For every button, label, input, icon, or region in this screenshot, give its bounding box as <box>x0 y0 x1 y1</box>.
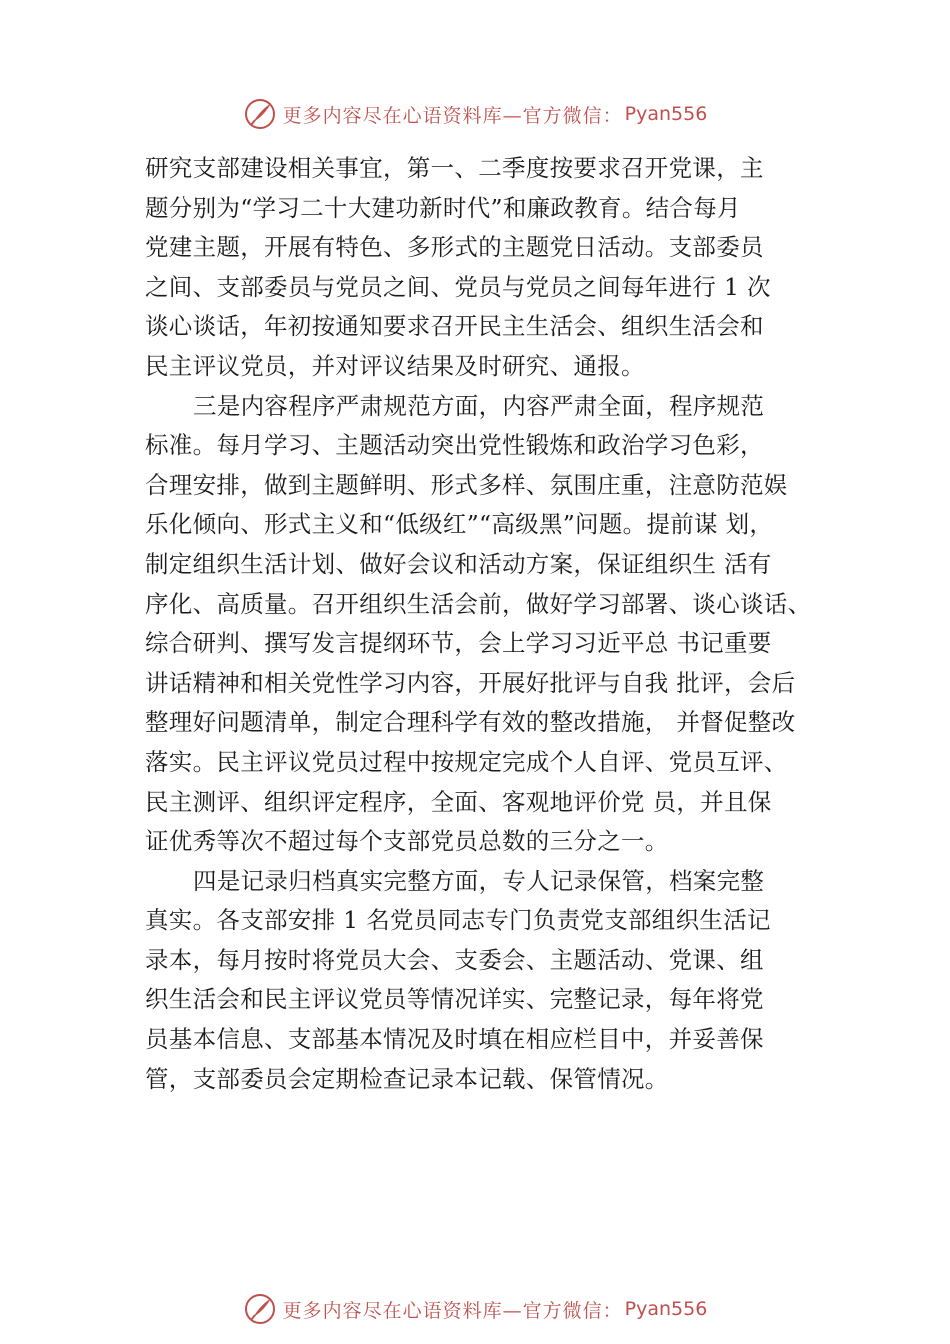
text-line: 合理安排，做到主题鲜明、形式多样、氛围庄重，注意防范娱 <box>145 470 788 499</box>
text-line: 民主测评、组织评定程序，全面、客观地评价党 员，并且保 <box>145 787 772 816</box>
text-line: 研究支部建设相关事宜，第一、二季度按要求召开党课，主 <box>145 154 764 182</box>
text-line: 题分别为“学习二十大建功新时代”和廉政教育。结合每月 <box>145 193 741 222</box>
text-line: 标准。每月学习、主题活动突出党性锻炼和政治学习色彩， <box>145 431 764 460</box>
text-line: 真实。各支部安排 1 名党员同志专门负责党支部组织生活记 <box>145 906 771 935</box>
text-line: 党建主题，开展有特色、多形式的主题党日活动。支部委员 <box>145 233 764 262</box>
paragraph <box>145 862 835 1100</box>
text-line: 讲话精神和相关党性学习内容，开展好批评与自我 批评，会后 <box>145 668 796 697</box>
text-line: 民主评议党员，并对评议结果及时研究、通报。 <box>145 351 645 380</box>
text-line: 整理好问题清单，制定合理科学有效的整改措施， 并督促整改 <box>145 708 796 737</box>
text-line: 之间、支部委员与党员之间、党员与党员之间每年进行 1 次 <box>145 272 771 301</box>
text-line: 三是内容程序严肃规范方面，内容严肃全面，程序规范 <box>193 391 765 420</box>
footer-watermark <box>0 1289 950 1329</box>
watermark-id: Pyan556 <box>624 1298 708 1320</box>
text-line: 综合研判、撰写发言提纲环节，会上学习习近平总 书记重要 <box>145 629 772 658</box>
text-line: 管，支部委员会定期检查记录本记载、保管情况。 <box>145 1064 669 1093</box>
quill-logo-icon <box>243 97 277 131</box>
watermark-text: 更多内容尽在心语资料库—官方微信： <box>282 104 623 127</box>
watermark-id: Pyan556 <box>624 103 708 125</box>
text-line: 四是记录归档真实完整方面，专人记录保管，档案完整 <box>193 866 765 895</box>
text-line: 落实。民主评议党员过程中按规定完成个人自评、党员互评、 <box>145 747 788 776</box>
quill-logo-icon <box>243 1292 277 1326</box>
text-line: 员基本信息、支部基本情况及时填在相应栏目中，并妥善保 <box>145 1025 764 1054</box>
watermark-text: 更多内容尽在心语资料库—官方微信： <box>282 1299 623 1322</box>
text-line: 制定组织生活计划、做好会议和活动方案，保证组织生 活有 <box>145 549 772 578</box>
text-line: 录本，每月按时将党员大会、支委会、主题活动、党课、组 <box>145 945 764 974</box>
text-line: 谈心谈话，年初按通知要求召开民主生活会、组织生活会和 <box>145 312 764 341</box>
text-line: 织生活会和民主评议党员等情况详实、完整记录，每年将党 <box>145 985 764 1014</box>
header-watermark <box>0 94 950 134</box>
paragraph <box>145 387 835 862</box>
text-line: 证优秀等次不超过每个支部党员总数的三分之一。 <box>145 827 669 856</box>
text-line: 序化、高质量。召开组织生活会前，做好学习部署、谈心谈话、 <box>145 589 812 618</box>
paragraph <box>145 149 835 387</box>
text-line: 乐化倾向、形式主义和“低级红”“高级黑”问题。提前谋 划， <box>145 510 774 539</box>
document-body <box>145 149 835 1099</box>
